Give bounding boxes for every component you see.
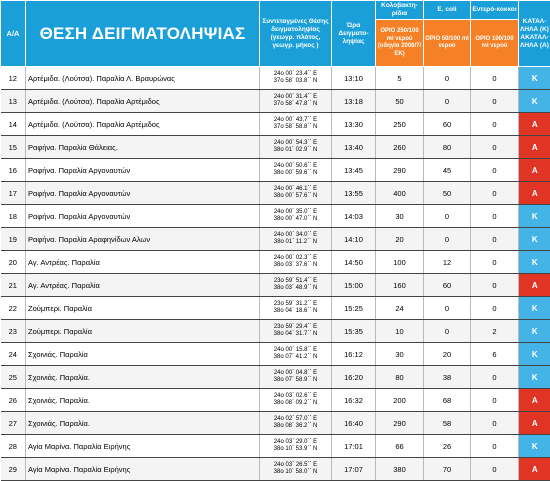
enterococci-value: 0: [471, 366, 519, 389]
status-badge: Κ: [519, 343, 550, 366]
row-number: 22: [1, 297, 26, 320]
table-row: [1, 113, 550, 136]
table-row: [1, 251, 550, 274]
header-entero: Εντερό-κοκκοι: [471, 1, 519, 20]
row-number: 24: [1, 343, 26, 366]
coliform-value: 200: [376, 389, 424, 412]
sampling-location: Ραφήνα. Παραλία Αργοναυτών: [26, 182, 260, 205]
latitude: 38ο 10΄ 53.9΄΄ Ν: [260, 446, 331, 453]
ecoli-value: 26: [424, 435, 471, 458]
row-number: 21: [1, 274, 26, 297]
row-number: 23: [1, 320, 26, 343]
table-row: [1, 182, 550, 205]
coordinates: [260, 389, 332, 412]
ecoli-value: 70: [424, 458, 471, 481]
latitude: 38ο 00΄ 57.6΄΄ Ν: [260, 193, 331, 200]
sampling-time: 16:32: [332, 389, 376, 412]
row-number: 16: [1, 159, 26, 182]
enterococci-value: 0: [471, 412, 519, 435]
enterococci-value: 0: [471, 274, 519, 297]
ecoli-value: 0: [424, 297, 471, 320]
latitude: 37ο 58΄ 58.8΄΄ Ν: [260, 124, 331, 131]
ecoli-value: 38: [424, 366, 471, 389]
table-row: [1, 228, 550, 251]
coordinates: [260, 343, 332, 366]
ecoli-value: 60: [424, 113, 471, 136]
coliform-value: 50: [376, 90, 424, 113]
header-entero-limit: ΟΡΙΟ 100/100 ml νερού: [471, 20, 519, 67]
sampling-location: Σχοινιάς. Παραλία.: [26, 366, 260, 389]
latitude: 38ο 00΄ 59.6΄΄ Ν: [260, 170, 331, 177]
coliform-value: 20: [376, 228, 424, 251]
sampling-location: Σχοινιάς. Παραλία.: [26, 389, 260, 412]
coordinates: [260, 366, 332, 389]
sampling-time: 17:01: [332, 435, 376, 458]
status-badge: Α: [519, 182, 550, 205]
status-badge: Α: [519, 412, 550, 435]
longitude: 24ο 03΄ 02.6΄΄ Ε: [260, 393, 331, 400]
status-badge: Α: [519, 113, 550, 136]
enterococci-value: 6: [471, 343, 519, 366]
status-badge: Κ: [519, 320, 550, 343]
latitude: 38ο 00΄ 47.0΄΄ Ν: [260, 216, 331, 223]
ecoli-value: 0: [424, 90, 471, 113]
header-title: ΘΕΣΗ ΔΕΙΓΜΑΤΟΛΗΨΙΑΣ: [26, 1, 260, 67]
coliform-value: 290: [376, 412, 424, 435]
status-badge: Α: [519, 274, 550, 297]
latitude: 37ο 58΄ 03.8΄΄ Ν: [260, 78, 331, 85]
longitude: 24ο 00΄ 31.4΄΄ Ε: [260, 94, 331, 101]
coliform-value: 80: [376, 366, 424, 389]
ecoli-value: 20: [424, 343, 471, 366]
coliform-value: 24: [376, 297, 424, 320]
enterococci-value: 0: [471, 136, 519, 159]
table-row: [1, 274, 550, 297]
enterococci-value: 0: [471, 228, 519, 251]
table-row: [1, 458, 550, 481]
ecoli-value: 0: [424, 228, 471, 251]
ecoli-value: 0: [424, 205, 471, 228]
ecoli-value: 80: [424, 136, 471, 159]
coliform-value: 100: [376, 251, 424, 274]
coordinates: [260, 228, 332, 251]
enterococci-value: 0: [471, 159, 519, 182]
longitude: 24ο 03΄ 29.0΄΄ Ε: [260, 439, 331, 446]
sampling-time: 16:12: [332, 343, 376, 366]
status-badge: Κ: [519, 435, 550, 458]
coordinates: [260, 435, 332, 458]
latitude: 38ο 08΄ 09.2΄΄ Ν: [260, 400, 331, 407]
coordinates: [260, 251, 332, 274]
longitude: 23ο 59΄ 29.4΄΄ Ε: [260, 324, 331, 331]
header-status: ΚΑΤΑΛ-ΛΗΛΑ (Κ) ΑΚΑΤΑΛ-ΛΗΛΑ (Α): [519, 1, 550, 67]
longitude: 24ο 00΄ 46.1΄΄ Ε: [260, 186, 331, 193]
coordinates: [260, 274, 332, 297]
coliform-value: 66: [376, 435, 424, 458]
table-row: [1, 159, 550, 182]
latitude: 38ο 04΄ 18.6΄΄ Ν: [260, 308, 331, 315]
enterococci-value: 0: [471, 389, 519, 412]
coliform-value: 380: [376, 458, 424, 481]
sampling-time: 16:20: [332, 366, 376, 389]
coordinates: [260, 297, 332, 320]
row-number: 18: [1, 205, 26, 228]
latitude: 38ο 03΄ 48.9΄΄ Ν: [260, 285, 331, 292]
status-badge: Κ: [519, 67, 550, 90]
table-row: [1, 90, 550, 113]
coordinates: [260, 159, 332, 182]
row-number: 14: [1, 113, 26, 136]
header-coords: Συντεταγμένες Θέσης δειγματοληψίας (γεωγρ. πλάτος, γεωγρ. μήκος ): [260, 1, 332, 67]
enterococci-value: 0: [471, 113, 519, 136]
status-badge: Κ: [519, 251, 550, 274]
table-row: [1, 435, 550, 458]
row-number: 28: [1, 435, 26, 458]
longitude: 24ο 03΄ 26.5΄΄ Ε: [260, 462, 331, 469]
coordinates: [260, 320, 332, 343]
status-badge: Α: [519, 458, 550, 481]
row-number: 26: [1, 389, 26, 412]
ecoli-value: 58: [424, 412, 471, 435]
status-badge: Α: [519, 159, 550, 182]
ecoli-value: 50: [424, 182, 471, 205]
status-badge: Α: [519, 136, 550, 159]
row-number: 19: [1, 228, 26, 251]
coordinates: [260, 182, 332, 205]
row-number: 17: [1, 182, 26, 205]
sampling-time: 16:40: [332, 412, 376, 435]
latitude: 38ο 03΄ 37.6΄΄ Ν: [260, 262, 331, 269]
longitude: 24ο 00΄ 54.3΄΄ Ε: [260, 140, 331, 147]
sampling-location: Αρτέμιδα. (Λούτσα). Παραλία Αρτέμιδος: [26, 90, 260, 113]
status-badge: Κ: [519, 228, 550, 251]
header-time: Ώρα Δειγματο-ληψίας: [332, 1, 376, 67]
header-ecoli-limit: ΟΡΙΟ 50/100 ml νερού: [424, 20, 471, 67]
latitude: 38ο 07΄ 41.2΄΄ Ν: [260, 354, 331, 361]
header-ecoli: E. coli: [424, 1, 471, 20]
coordinates: [260, 67, 332, 90]
ecoli-value: 45: [424, 159, 471, 182]
status-badge: Κ: [519, 366, 550, 389]
coordinates: [260, 412, 332, 435]
row-number: 25: [1, 366, 26, 389]
ecoli-value: 0: [424, 320, 471, 343]
sampling-location: Ραφήνα. Παραλία Θάλειας.: [26, 136, 260, 159]
sampling-location: Αγία Μαρίνα. Παραλία Ειρήνης: [26, 435, 260, 458]
latitude: 38ο 01΄ 02.9΄΄ Ν: [260, 147, 331, 154]
sampling-location: Ραφήνα. Παραλία Αργοναυτών: [26, 159, 260, 182]
coliform-value: 260: [376, 136, 424, 159]
latitude: 38ο 10΄ 58.0΄΄ Ν: [260, 469, 331, 476]
sampling-time: 15:00: [332, 274, 376, 297]
sampling-time: 17:07: [332, 458, 376, 481]
table-row: [1, 136, 550, 159]
header-kolo: Κολοβακτη-ρίδια: [376, 1, 424, 20]
coliform-value: 400: [376, 182, 424, 205]
enterococci-value: 0: [471, 182, 519, 205]
coliform-value: 5: [376, 67, 424, 90]
enterococci-value: 0: [471, 251, 519, 274]
sampling-time: 13:10: [332, 67, 376, 90]
longitude: 24ο 00΄ 02.3΄΄ Ε: [260, 255, 331, 262]
sampling-location: Αγ. Αντρέας. Παραλία: [26, 274, 260, 297]
sampling-time: 14:03: [332, 205, 376, 228]
sampling-time: 13:30: [332, 113, 376, 136]
longitude: 24ο 00΄ 04.8΄΄ Ε: [260, 370, 331, 377]
sampling-location: Αρτέμιδα. (Λούτσα). Παραλία Λ. Βραυρώνας: [26, 67, 260, 90]
latitude: 38ο 04΄ 31.7΄΄ Ν: [260, 331, 331, 338]
sampling-location: Αγία Μαρίνα. Παραλία Ειρήνης: [26, 458, 260, 481]
latitude: 38ο 07΄ 58.9΄΄ Ν: [260, 377, 331, 384]
sampling-location: Ραφήνα. Παραλία Αργοναυτών: [26, 205, 260, 228]
coliform-value: 30: [376, 205, 424, 228]
sampling-location: Αγ. Αντρέας. Παραλία: [26, 251, 260, 274]
header-kolo-limit: ΟΡΙΟ 250/100 ml νερού (οδηγία 2006/7/ ΕΚ): [376, 20, 424, 67]
table-row: [1, 389, 550, 412]
sampling-location: Ζούμπερι. Παραλία: [26, 297, 260, 320]
coliform-value: 250: [376, 113, 424, 136]
enterococci-value: 0: [471, 435, 519, 458]
table-row: [1, 205, 550, 228]
coordinates: [260, 205, 332, 228]
coliform-value: 160: [376, 274, 424, 297]
coliform-value: 290: [376, 159, 424, 182]
enterococci-value: 0: [471, 205, 519, 228]
row-number: 27: [1, 412, 26, 435]
table-row: [1, 67, 550, 90]
table-row: [1, 297, 550, 320]
ecoli-value: 0: [424, 67, 471, 90]
ecoli-value: 12: [424, 251, 471, 274]
longitude: 24ο 00΄ 15.8΄΄ Ε: [260, 347, 331, 354]
coordinates: [260, 113, 332, 136]
coordinates: [260, 136, 332, 159]
coliform-value: 10: [376, 320, 424, 343]
status-badge: Α: [519, 389, 550, 412]
coordinates: [260, 458, 332, 481]
longitude: 23ο 59΄ 31.2΄΄ Ε: [260, 301, 331, 308]
sampling-location: Σχοινιάς. Παραλία: [26, 343, 260, 366]
latitude: 38ο 08΄ 36.2΄΄ Ν: [260, 423, 331, 430]
sampling-location: Σχοινιάς. Παραλία.: [26, 412, 260, 435]
sampling-location: Ζούμπερι. Παραλία: [26, 320, 260, 343]
table-header: [1, 1, 550, 67]
status-badge: Κ: [519, 90, 550, 113]
row-number: 15: [1, 136, 26, 159]
header-aa: Α/Α: [1, 1, 26, 67]
table-row: [1, 366, 550, 389]
sampling-time: 14:50: [332, 251, 376, 274]
table-row: [1, 343, 550, 366]
sampling-time: 14:10: [332, 228, 376, 251]
sampling-time: 13:45: [332, 159, 376, 182]
sampling-location: Ραφήνα. Παραλία Αραφηνίδων Αλων: [26, 228, 260, 251]
sampling-time: 13:55: [332, 182, 376, 205]
longitude: 24ο 02΄ 57.0΄΄ Ε: [260, 416, 331, 423]
coliform-value: 30: [376, 343, 424, 366]
longitude: 24ο 00΄ 35.0΄΄ Ε: [260, 209, 331, 216]
sampling-time: 15:35: [332, 320, 376, 343]
longitude: 24ο 00΄ 50.6΄΄ Ε: [260, 163, 331, 170]
sampling-time: 13:18: [332, 90, 376, 113]
table-row: [1, 320, 550, 343]
latitude: 38ο 01΄ 11.2΄΄ Ν: [260, 239, 331, 246]
sampling-time: 15:25: [332, 297, 376, 320]
enterococci-value: 0: [471, 458, 519, 481]
sampling-time: 13:40: [332, 136, 376, 159]
longitude: 24ο 00΄ 23.4΄΄ Ε: [260, 71, 331, 78]
row-number: 13: [1, 90, 26, 113]
status-badge: Κ: [519, 297, 550, 320]
coordinates: [260, 90, 332, 113]
enterococci-value: 0: [471, 67, 519, 90]
table-row: [1, 412, 550, 435]
ecoli-value: 60: [424, 274, 471, 297]
longitude: 24ο 00΄ 34.0΄΄ Ε: [260, 232, 331, 239]
enterococci-value: 0: [471, 90, 519, 113]
row-number: 20: [1, 251, 26, 274]
latitude: 37ο 58΄ 47.8΄΄ Ν: [260, 101, 331, 108]
row-number: 29: [1, 458, 26, 481]
table-body: [1, 67, 550, 481]
longitude: 23ο 59΄ 51.4΄΄ Ε: [260, 278, 331, 285]
row-number: 12: [1, 67, 26, 90]
sampling-location: Αρτέμιδα. (Λούτσα). Παραλία Αρτέμιδος: [26, 113, 260, 136]
enterococci-value: 2: [471, 320, 519, 343]
enterococci-value: 0: [471, 297, 519, 320]
status-badge: Κ: [519, 205, 550, 228]
ecoli-value: 68: [424, 389, 471, 412]
longitude: 24ο 00΄ 43.7΄΄ Ε: [260, 117, 331, 124]
